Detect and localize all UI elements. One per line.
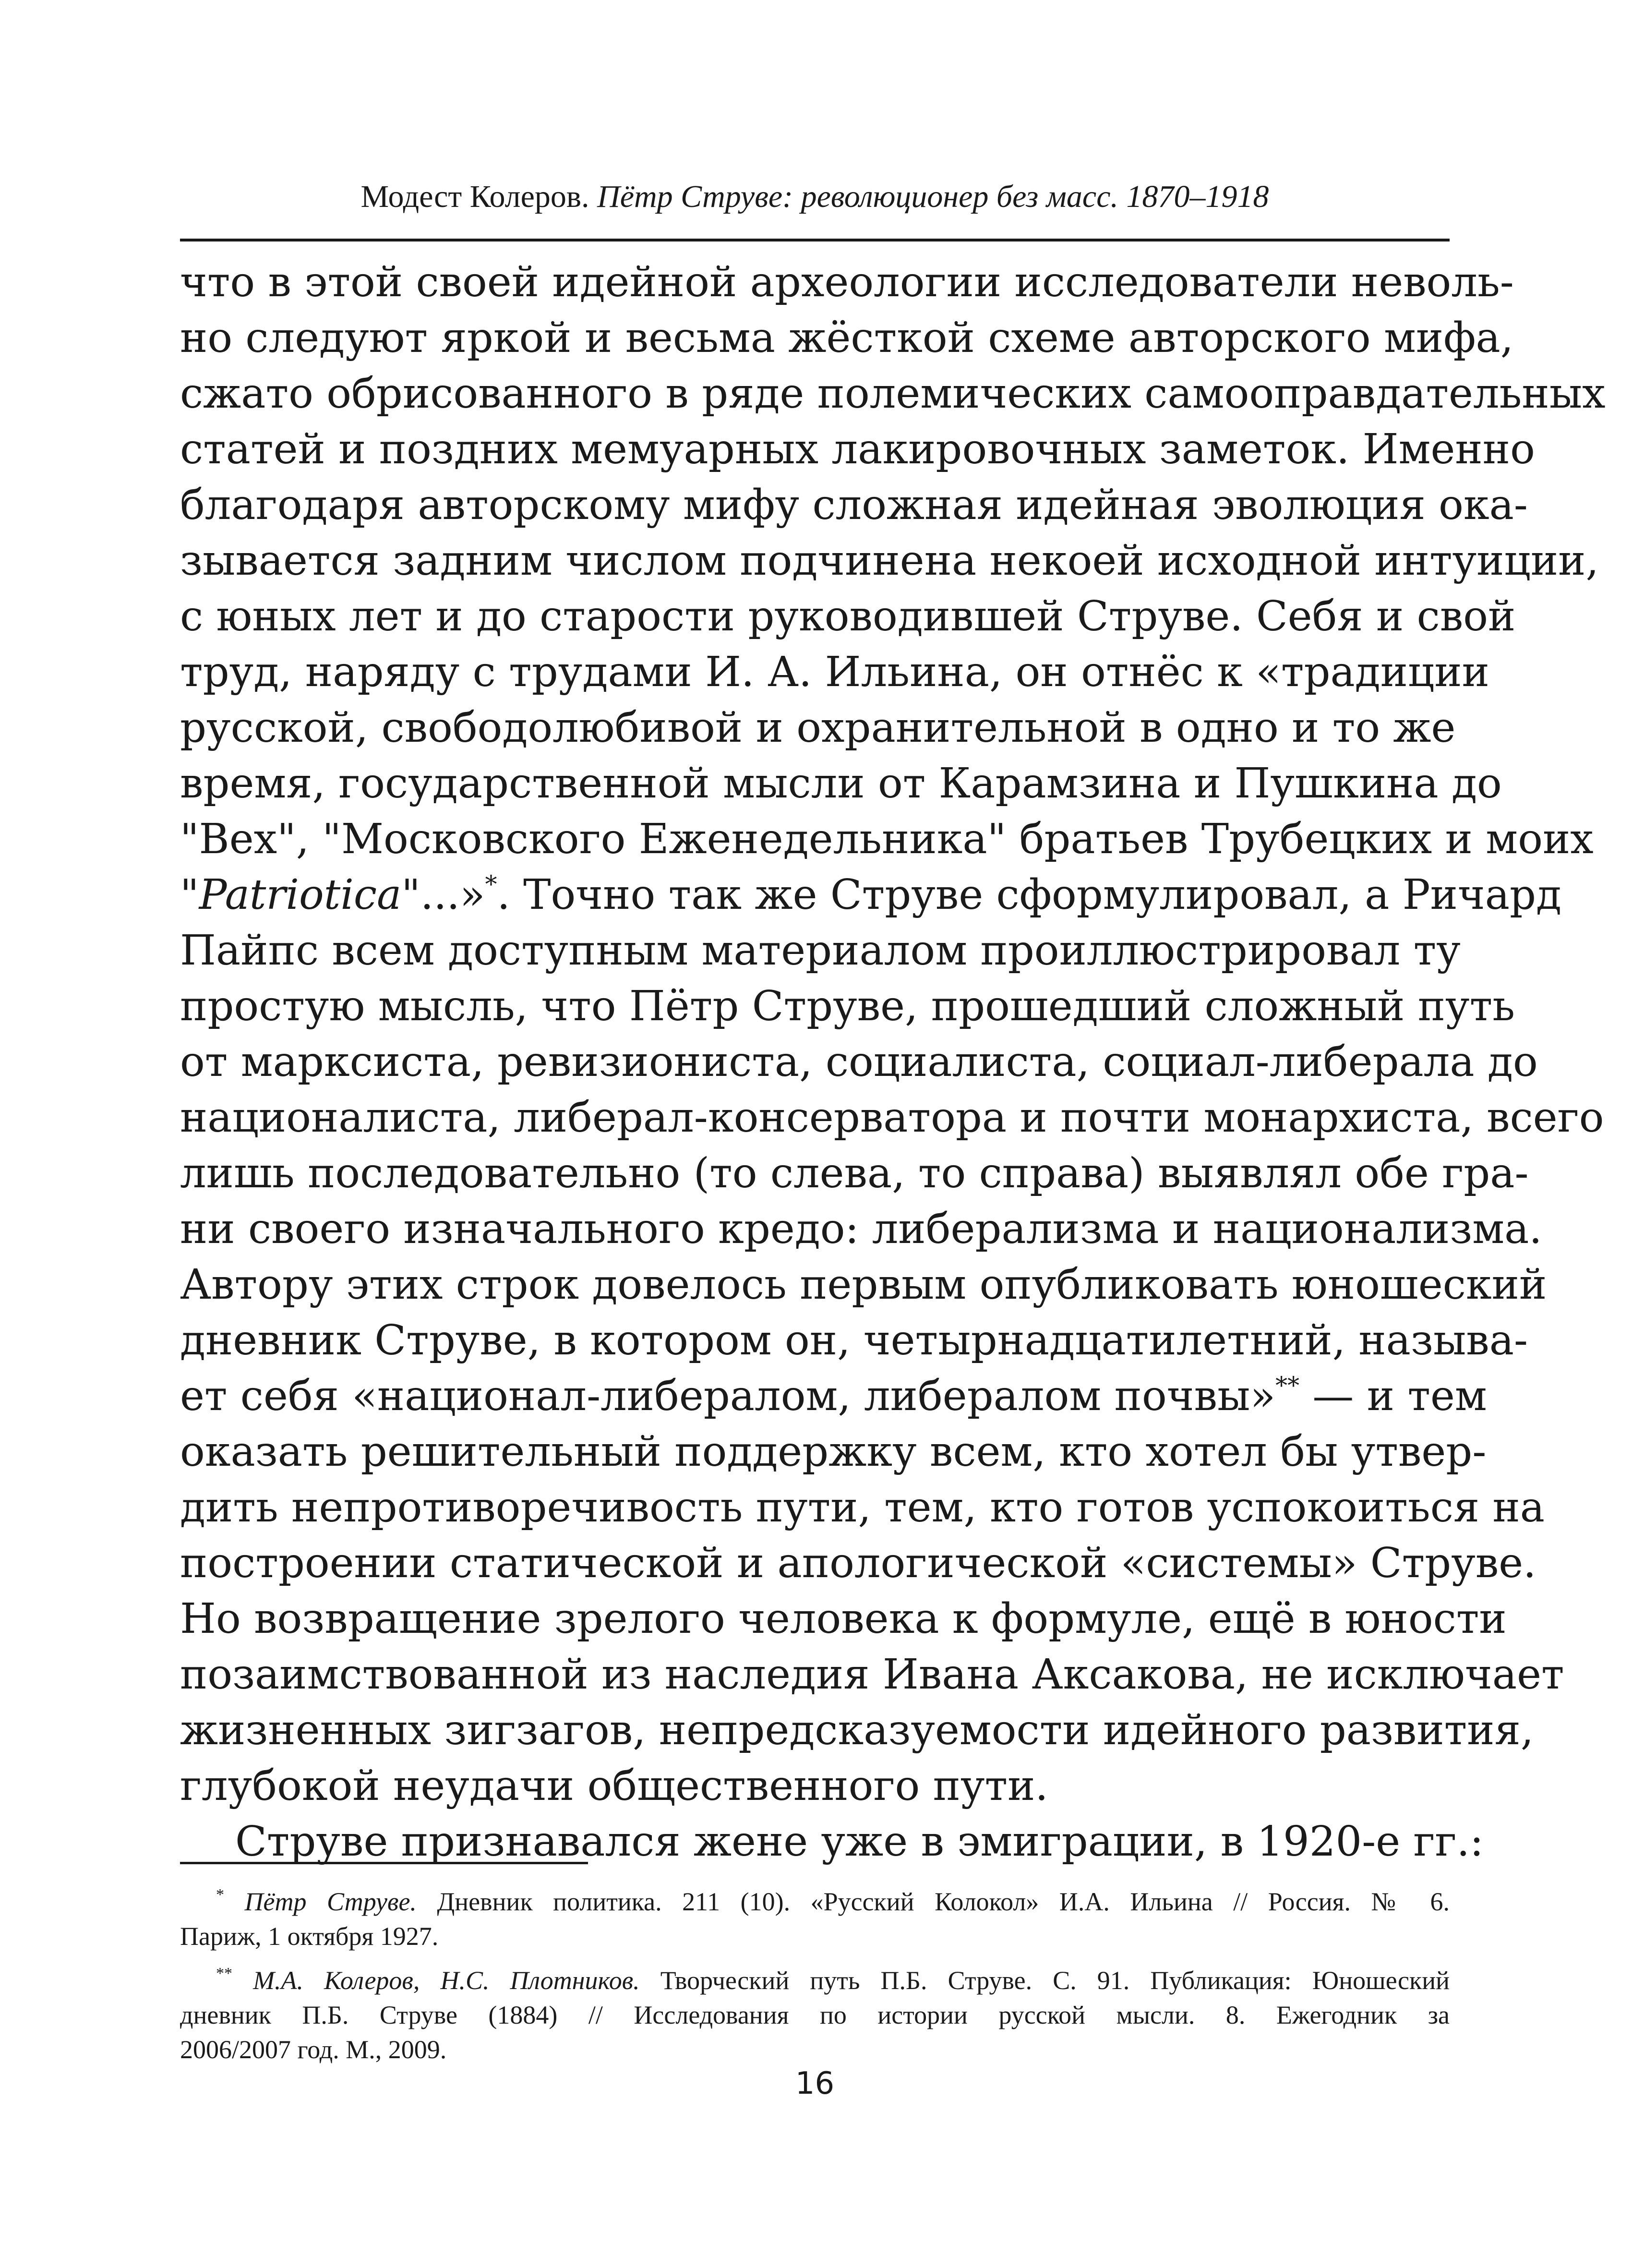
footnote-text: Дневник политика. 211 (10). «Русский Колокол» И.А. Ильина // Россия. № 6. (416, 1887, 1450, 1916)
text-line: националиста, либерал-консерватора и почти монархиста, всего (180, 1094, 1604, 1142)
text-line: глубокой неудачи общественного пути. (180, 1762, 1048, 1810)
text-line: от марксиста, ревизиониста, социалиста, социал-либерала до (180, 1038, 1538, 1086)
footnote-ref-2[interactable]: ** (1275, 1372, 1300, 1399)
text-line: время, государственной мысли от Карамзина и Пушкина до (180, 760, 1502, 808)
header-rule (180, 239, 1450, 241)
footnote-author: М.А. Колеров, Н.С. Плотников. (253, 1966, 640, 1995)
text-line: Но возвращение зрелого человека к формуле, ещё в юности (180, 1595, 1507, 1643)
text-line: что в этой своей идейной археологии исследователи неволь- (180, 258, 1514, 306)
footnote-2 (180, 1963, 1450, 2067)
page-number: 16 (795, 2066, 835, 2101)
footnote-text: Творческий путь П.Б. Струве. С. 91. Публикация: Юношеский (639, 1966, 1450, 1995)
quote-mark: " (180, 871, 199, 919)
header-author: Модест Колеров. (360, 179, 589, 214)
text-line: труд, наряду с трудами И. А. Ильина, он отнёс к «традиции (180, 648, 1489, 696)
text-line: зывается задним числом подчинена некоей исходной интуиции, (180, 537, 1599, 585)
footnote-mark: * (216, 1886, 224, 1904)
italic-title: Patriotica (199, 871, 402, 919)
text-line: "Вех", "Московского Еженедельника" братьев Трубецких и моих (180, 815, 1594, 863)
text-line: Струве признавался жене уже в эмиграции, в 1920-е гг.: (235, 1818, 1484, 1866)
footnote-rule (180, 1862, 588, 1864)
footnote-line: дневник П.Б. Струве (1884) // Исследования по истории русской мысли. 8. Ежегодник за (180, 2001, 1450, 2029)
text-line: статей и поздних мемуарных лакировочных заметок. Именно (180, 425, 1535, 473)
footnote-line: Париж, 1 октября 1927. (180, 1922, 439, 1951)
text-line: лишь последовательно (то слева, то справа) выявлял обе гра- (180, 1149, 1529, 1197)
text-run: ет себя «национал-либералом, либералом почвы» (180, 1372, 1276, 1420)
text-line: благодаря авторскому мифу сложная идейная эволюция ока- (180, 481, 1528, 529)
text-line: Автору этих строк довелось первым опубликовать юношеский (180, 1261, 1547, 1309)
footnote-author: Пётр Струве. (244, 1887, 417, 1916)
text-run: — и тем (1299, 1372, 1487, 1420)
paragraph (180, 1814, 1484, 1870)
text-line (180, 1368, 1487, 1424)
text-line: построении статической и апологической «системы» Струве. (180, 1539, 1536, 1587)
text-line: Пайпс всем доступным материалом проиллюстрировал ту (180, 927, 1461, 975)
footnote-line (180, 1963, 1450, 1998)
text-line: позаимствованной из наследия Ивана Аксакова, не исключает (180, 1651, 1564, 1699)
footnote-line: 2006/2007 год. М., 2009. (180, 2035, 447, 2064)
footnote-1 (180, 1884, 1450, 1954)
text-line: простую мысль, что Пётр Струве, прошедший сложный путь (180, 982, 1515, 1030)
footnotes (180, 1884, 1450, 2076)
text-line: жизненных зигзагов, непредсказуемости идейного развития, (180, 1706, 1534, 1754)
text-line: оказать решительный поддержку всем, кто хотел бы утвер- (180, 1428, 1487, 1476)
quote-end: "...» (401, 871, 485, 919)
footnote-ref-1[interactable]: * (485, 870, 497, 898)
running-header (180, 175, 1450, 218)
header-book-title: Пётр Струве: революционер без масс. 1870–1918 (597, 179, 1269, 214)
text-line: сжато обрисованного в ряде полемических самооправдательных (180, 370, 1606, 418)
text-line: но следуют яркой и весьма жёсткой схеме авторского мифа, (180, 314, 1514, 362)
text-run: . Точно так же Струве сформулировал, а Ричард (497, 871, 1562, 919)
footnote-mark: ** (216, 1965, 232, 1982)
text-line (180, 867, 1562, 923)
text-line: ни своего изначального кредо: либерализма и национализма. (180, 1205, 1542, 1253)
text-line: с юных лет и до старости руководившей Струве. Себя и свой (180, 592, 1516, 640)
text-line: дневник Струве, в котором он, четырнадцатилетний, называ- (180, 1316, 1528, 1364)
footnote-line (180, 1884, 1450, 1919)
text-line: русской, свободолюбивой и охранительной в одно и то же (180, 704, 1456, 752)
main-text (180, 254, 1606, 1870)
text-line: дить непротиворечивость пути, тем, кто готов успокоиться на (180, 1484, 1545, 1532)
paragraph (180, 254, 1606, 1814)
